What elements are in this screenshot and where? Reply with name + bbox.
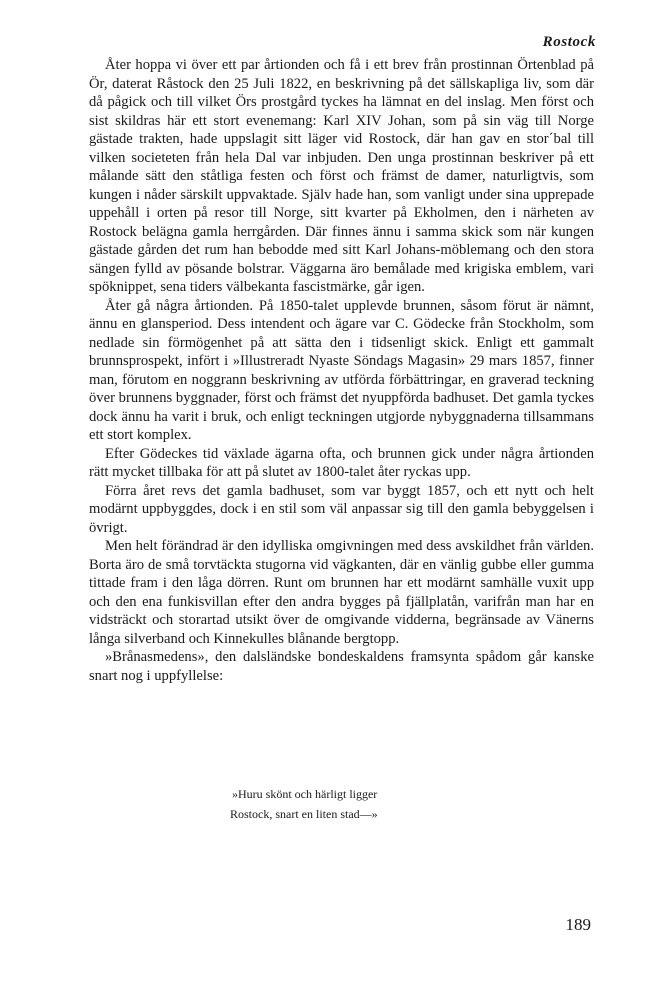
paragraph-2: Åter gå några årtionden. På 1850-talet upplevde brunnen, såsom förut är nämnt, ännu en glansperiod. Dess intendent och ägare var C. Gödecke från Stockholm, som nedlade sin förmögenhet på att sätta den i tidsenligt skick. Enligt ett gammalt brunnsprospekt, infört i »Illustreradt Nyaste Söndags Magasin» 29 mars 1857, finner man, förutom en noggrann beskrivning av utförda förbättringar, en graverad teckning över brunnens byggnader, först och främst det nyuppförda badhuset. Det gamla tyckes dock ännu ha varit i bruk, och enligt teckningen utgjorde nybyggnaderna tillsammans ett stort komplex. bbox=[89, 297, 594, 443]
paragraph-3: Efter Gödeckes tid växlade ägarna ofta, och brunnen gick under några årtionden rätt mycket tillbaka för att på slutet av 1800-talet åter ryckas upp. bbox=[89, 445, 594, 480]
paragraph-6: »Brånasmedens», den dalsländske bondeskaldens framsynta spådom går kanske snart nog i uppfyllelse: bbox=[89, 649, 594, 684]
paragraph-1: Åter hoppa vi över ett par årtionden och få i ett brev från prostinnan Örtenblad på Ör, daterat Råstock den 25 Juli 1822, en beskrivning på det sällskapliga liv, som där då pågick och till vilket Örs prostgård tyckes ha lämnat en del inslag. Men först och sist skildras här ett stort evenemang: Karl XIV Johan, som på sin väg till Norge gästade trakten, hade uppslagit sitt läger vid Rostock, där han gav en stor´bal till vilken societeten från hela Dal var inbjuden. Den unga prostinnan beskriver på ett målande sätt den ståtliga festen och först och främst de damer, naturligtvis, som kungen i nåder särskilt uppvaktade. Själv hade han, som vanligt under sina upprepade uppehåll i orten på resor till Norge, sitt kvarter på Ekholmen, den i närheten av Rostock belägna gamla herrgården. Där finnes ännu i samma skick som när kungen gästade gården det rum han bebodde med sitt Karl Johans-möblemang och den stora sängen fylld av pösande bolstrar. Väggarna äro bemålade med krigiska emblem, vari spöknippet, sena tiders välbekanta fascistmärke, går igen. bbox=[89, 57, 594, 295]
verse-quote bbox=[230, 784, 378, 824]
verse-line-1: »Huru skönt och härligt ligger bbox=[232, 787, 378, 801]
verse-line-2: Rostock, snart en liten stad—» bbox=[230, 807, 378, 821]
body-text bbox=[89, 56, 594, 685]
page-number: 189 bbox=[565, 915, 591, 934]
running-head: Rostock bbox=[542, 34, 596, 50]
paragraph-5: Men helt förändrad är den idylliska omgivningen med dess avskildhet från världen. Borta äro de små torvtäckta stugorna vid vägkanten, där en vänlig gubbe eller gumma tittade fram i den låga dörren. Runt om brunnen har ett modärnt samhälle vuxit upp och den ena funkisvillan efter den andra bygges på fjällplatån, varifrån man har en vidsträckt och storartad utsikt över de omgivande vidderna, begränsade av Vänerns långa silverband och Kinnekulles blånande bergtopp. bbox=[89, 538, 594, 647]
paragraph-4: Förra året revs det gamla badhuset, som var byggt 1857, och ett nytt och helt modärnt uppbyggdes, dock i en stil som väl anpassar sig till den gamla bebyggelsen i övrigt. bbox=[89, 482, 594, 536]
